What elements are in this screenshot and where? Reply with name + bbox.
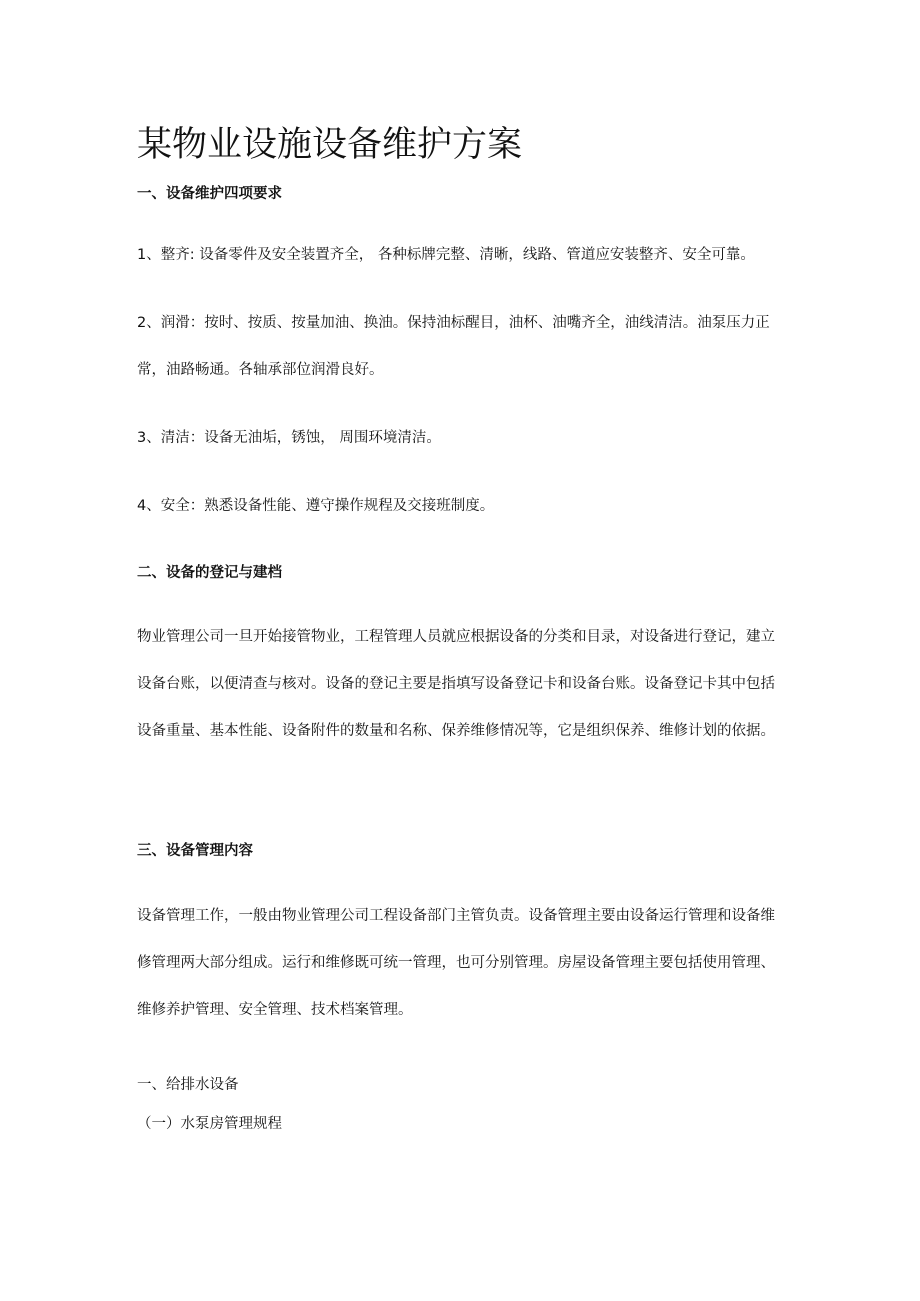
requirement-item-tidy: 1、整齐: 设备零件及安全装置齐全， 各种标牌完整、清晰，线路、管道应安装整齐、安全可靠。 bbox=[137, 247, 755, 263]
subsection-heading-pump-room: （一）水泵房管理规程 bbox=[137, 1116, 282, 1132]
requirement-item-safety: 4、安全：熟悉设备性能、遵守操作规程及交接班制度。 bbox=[137, 498, 495, 514]
section-heading-registration: 二、设备的登记与建档 bbox=[137, 565, 282, 581]
requirement-item-cleaning: 3、清洁：设备无油垢，锈蚀， 周围环境清洁。 bbox=[137, 430, 441, 446]
registration-paragraph: 物业管理公司一旦开始接管物业，工程管理人员就应根据设备的分类和目录，对设备进行登记，建立设备台账，以便清查与核对。设备的登记主要是指填写设备登记卡和设备台账。设备登记卡其中包括设备重量、基本性能、设备附件的数量和名称、保养维修情况等，它是组织保养、维修计划的依据。 bbox=[137, 629, 775, 739]
document-title: 某物业设施设备维护方案 bbox=[137, 125, 523, 165]
management-paragraph: 设备管理工作，一般由物业管理公司工程设备部门主管负责。设备管理主要由设备运行管理和设备维修管理两大部分组成。运行和维修既可统一管理，也可分别管理。房屋设备管理主要包括使用管理、维修养护管理、安全管理、技术档案管理。 bbox=[137, 908, 775, 1018]
requirement-item-lubrication: 2、润滑：按时、按质、按量加油、换油。保持油标醒目，油杯、油嘴齐全，油线清洁。油泵压力正常，油路畅通。各轴承部位润滑良好。 bbox=[137, 315, 770, 378]
section-heading-requirements: 一、设备维护四项要求 bbox=[137, 186, 282, 202]
subsection-heading-water-equipment: 一、给排水设备 bbox=[137, 1077, 239, 1093]
section-heading-management: 三、设备管理内容 bbox=[137, 843, 253, 859]
